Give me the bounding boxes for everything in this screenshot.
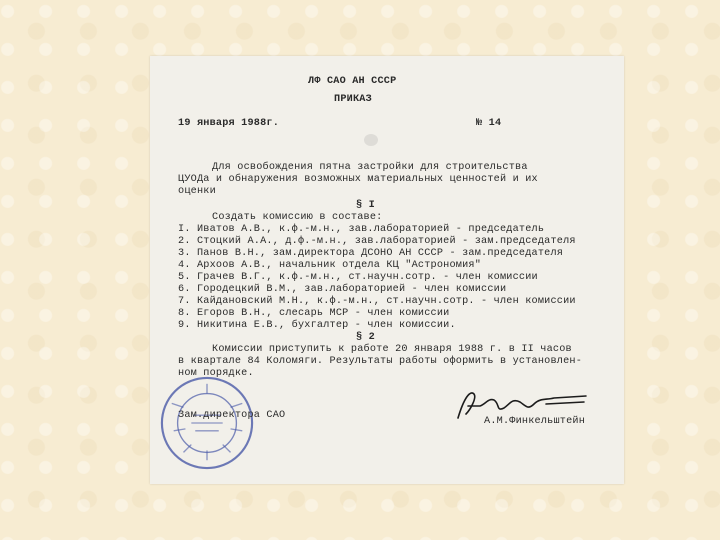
section-2-line: в квартале 84 Коломяги. Результаты работы оформить в установлен- xyxy=(178,356,583,367)
doc-number: № 14 xyxy=(476,118,502,129)
doc-title: ПРИКАЗ xyxy=(334,94,372,105)
section-2-heading: § 2 xyxy=(356,332,375,343)
section-1-heading: § I xyxy=(356,200,375,211)
ink-smudge xyxy=(364,134,378,146)
member-line: 3. Панов В.Н., зам.директора ДСОНО АН СССР - зам.председателя xyxy=(178,248,564,259)
section-2-line: Комиссии приступить к работе 20 января 1988 г. в II часов xyxy=(212,344,572,355)
preamble-line: оценки xyxy=(178,186,216,197)
member-line: I. Иватов А.В., к.ф.-м.н., зав.лабораторией - председатель xyxy=(178,224,545,235)
section-1-intro: Создать комиссию в составе: xyxy=(212,212,383,223)
member-line: 4. Архоов А.В., начальник отдела КЦ "Астрономия" xyxy=(178,260,482,271)
member-line: 6. Городецкий В.М., зав.лабораторией - член комиссии xyxy=(178,284,507,295)
member-line: 8. Егоров В.Н., слесарь МСР - член комиссии xyxy=(178,308,450,319)
doc-date: 19 января 1988г. xyxy=(178,118,280,129)
member-line: 2. Стоцкий А.А., д.ф.-м.н., зав.лабораторией - зам.председателя xyxy=(178,236,576,247)
signatory-name: А.М.Финкельштейн xyxy=(484,416,586,427)
section-2-line: ном порядке. xyxy=(178,368,254,379)
preamble-line: ЦУОДа и обнаружения возможных материальных ценностей и их xyxy=(178,174,538,185)
org-name: ЛФ САО АН СССР xyxy=(308,76,397,87)
institution-stamp xyxy=(158,374,256,472)
member-line: 7. Кайдановский М.Н., к.ф.-м.н., ст.научн.сотр. - член комиссии xyxy=(178,296,576,307)
preamble-line: Для освобождения пятна застройки для строительства xyxy=(212,162,528,173)
scanned-document xyxy=(150,56,624,484)
member-line: 9. Никитина Е.В., бухгалтер - член комиссии. xyxy=(178,320,456,331)
member-line: 5. Грачев В.Г., к.ф.-м.н., ст.научн.сотр. - член комиссии xyxy=(178,272,538,283)
signatory-position: Зам.директора САО xyxy=(178,410,286,421)
